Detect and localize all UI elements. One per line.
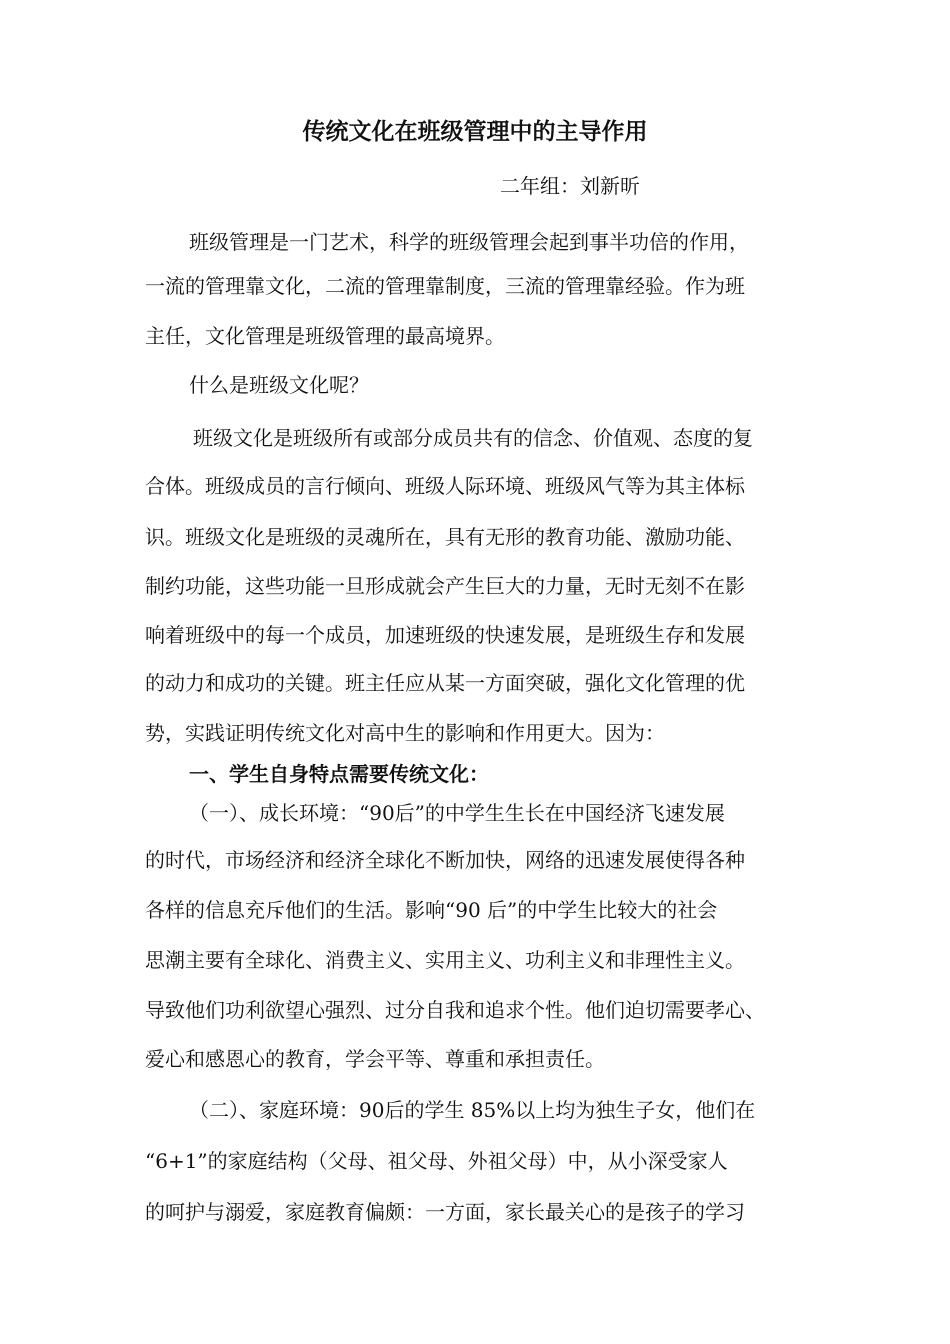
paragraph-line: 导致他们功利欲望心强烈、过分自我和追求个性。他们迫切需要孝心、 xyxy=(145,998,765,1022)
paragraph-line: （一）、成长环境：“90后”的中学生生长在中国经济飞速发展 xyxy=(189,801,725,825)
paragraph-line: 各样的信息充斥他们的生活。影响“90 后”的中学生比较大的社会 xyxy=(145,898,718,922)
paragraph-line: 势，实践证明传统文化对高中生的影响和作用更大。因为： xyxy=(145,721,665,745)
paragraph-line: 识。班级文化是班级的灵魂所在，具有无形的教育功能、激励功能、 xyxy=(145,525,745,549)
document-author: 二年组：刘新昕 xyxy=(500,174,640,198)
section-heading: 一、学生自身特点需要传统文化： xyxy=(189,762,489,786)
paragraph-line: “6+1”的家庭结构（父母、祖父母、外祖父母）中，从小深受家人 xyxy=(145,1149,728,1173)
paragraph-line: 爱心和感恩心的教育，学会平等、尊重和承担责任。 xyxy=(145,1047,605,1071)
paragraph-line: 制约功能，这些功能一旦形成就会产生巨大的力量，无时无刻不在影 xyxy=(145,574,745,598)
document-title: 传统文化在班级管理中的主导作用 xyxy=(302,118,648,145)
paragraph-line: 主任，文化管理是班级管理的最高境界。 xyxy=(145,324,505,348)
paragraph-line: 思潮主要有全球化、消费主义、实用主义、功利主义和非理性主义。 xyxy=(145,948,745,972)
paragraph-line: 的呵护与溺爱，家庭教育偏颇：一方面，家长最关心的是孩子的学习 xyxy=(145,1200,745,1224)
paragraph-line: 班级文化是班级所有或部分成员共有的信念、价值观、态度的复 xyxy=(193,426,753,450)
paragraph-line: 班级管理是一门艺术，科学的班级管理会起到事半功倍的作用， xyxy=(189,230,749,254)
paragraph-line: 响着班级中的每一个成员，加速班级的快速发展，是班级生存和发展 xyxy=(145,623,745,647)
paragraph-line: 合体。班级成员的言行倾向、班级人际环境、班级风气等为其主体标 xyxy=(145,474,745,498)
paragraph-line: （二）、家庭环境：90后的学生 85%以上均为独生子女，他们在 xyxy=(189,1098,756,1122)
paragraph-line: 的时代，市场经济和经济全球化不断加快，网络的迅速发展使得各种 xyxy=(145,848,745,872)
paragraph-line: 什么是班级文化呢？ xyxy=(189,373,369,397)
paragraph-line: 的动力和成功的关键。班主任应从某一方面突破，强化文化管理的优 xyxy=(145,671,745,695)
paragraph-line: 一流的管理靠文化，二流的管理靠制度，三流的管理靠经验。作为班 xyxy=(145,274,745,298)
